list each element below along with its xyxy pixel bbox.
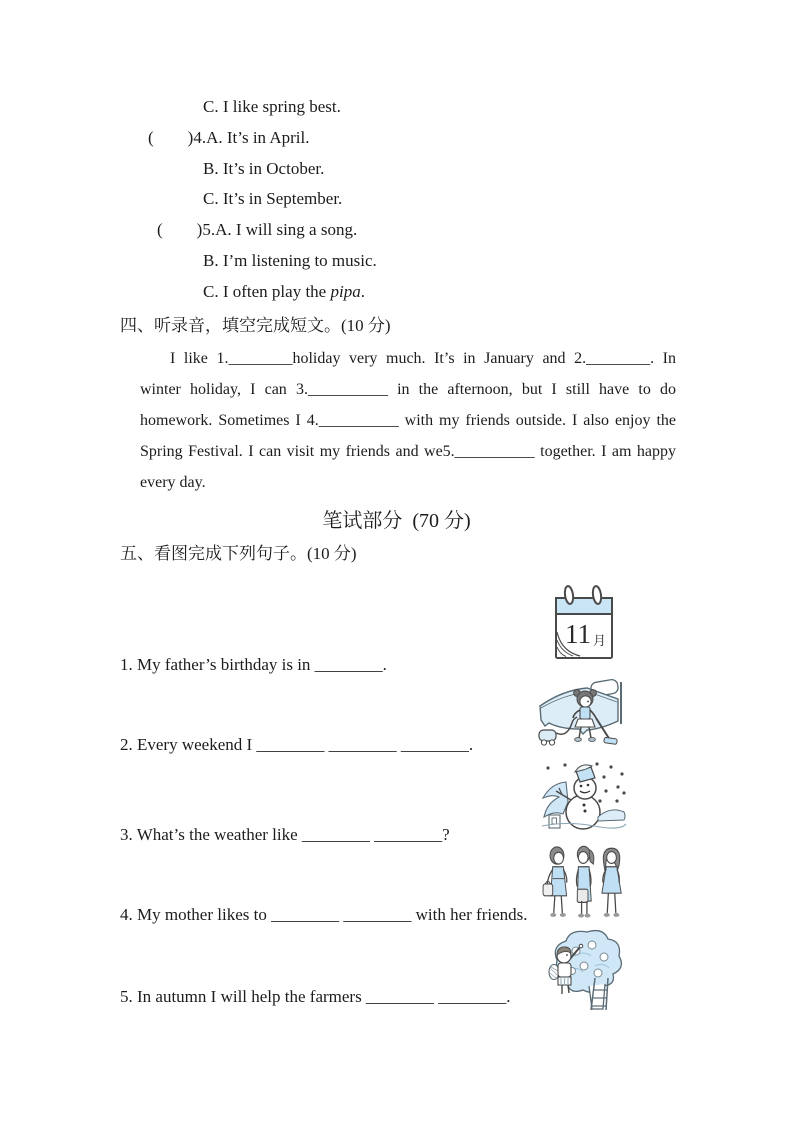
passage-line: homework. Sometimes I 4.__________ with my friends outside. I also enjoy the <box>140 412 676 429</box>
question-sentence-4: 4. My mother likes to ________ ________ with her friends. <box>120 905 528 924</box>
passage-line: every day. <box>140 474 206 491</box>
calendar-month-unit: 月 <box>593 633 607 648</box>
calendar-month-number: 11 <box>565 619 591 649</box>
calendar-november-image <box>552 584 616 662</box>
option-line: C. It’s in September. <box>203 189 343 209</box>
option-text: C. I often play the <box>203 281 331 301</box>
snowman-image <box>538 760 628 834</box>
girl-vacuuming-image <box>533 678 625 750</box>
boy-picking-fruit-image <box>545 926 625 1010</box>
question-sentence-5: 5. In autumn I will help the farmers ________ ________. <box>120 987 511 1006</box>
question-sentence-3: 3. What’s the weather like ________ ________? <box>120 825 450 844</box>
girls-shopping-image <box>542 843 624 921</box>
written-part-heading: 笔试部分 (70 分) <box>322 510 471 532</box>
section4-title: 四、听录音，填空完成短文。(10 分) <box>120 316 391 335</box>
passage-line: Spring Festival. I can visit my friends and we5.__________ together. I am happy <box>140 443 676 460</box>
option-line: C. I like spring best. <box>203 97 341 116</box>
calendar-icon <box>552 584 616 662</box>
option-line: ( )4.A. It’s in April. <box>148 127 310 147</box>
italic-word: pipa <box>330 281 361 301</box>
vacuum-scene-icon <box>533 678 625 750</box>
snowman-icon <box>538 760 628 834</box>
question-sentence-2: 2. Every weekend I ________ ________ ________. <box>120 735 474 754</box>
cloze-passage <box>140 343 676 498</box>
option-line: ( )5.A. I will sing a song. <box>157 220 358 240</box>
passage-line: I like 1.________holiday very much. It’s in January and 2.________. In <box>170 350 676 367</box>
question-sentence-1: 1. My father’s birthday is in ________. <box>120 655 387 674</box>
fruit-tree-icon <box>545 926 625 1010</box>
option-line: B. I’m listening to music. <box>203 250 377 270</box>
option-text: . <box>360 281 365 301</box>
passage-line: winter holiday, I can 3.__________ in the afternoon, but I still have to do <box>140 381 676 398</box>
option-line <box>0 277 793 308</box>
option-line: B. It’s in October. <box>203 158 325 178</box>
listening-options-block <box>0 92 793 308</box>
section5-title: 五、看图完成下列句子。(10 分) <box>120 544 357 563</box>
shopping-girls-icon <box>542 843 624 921</box>
